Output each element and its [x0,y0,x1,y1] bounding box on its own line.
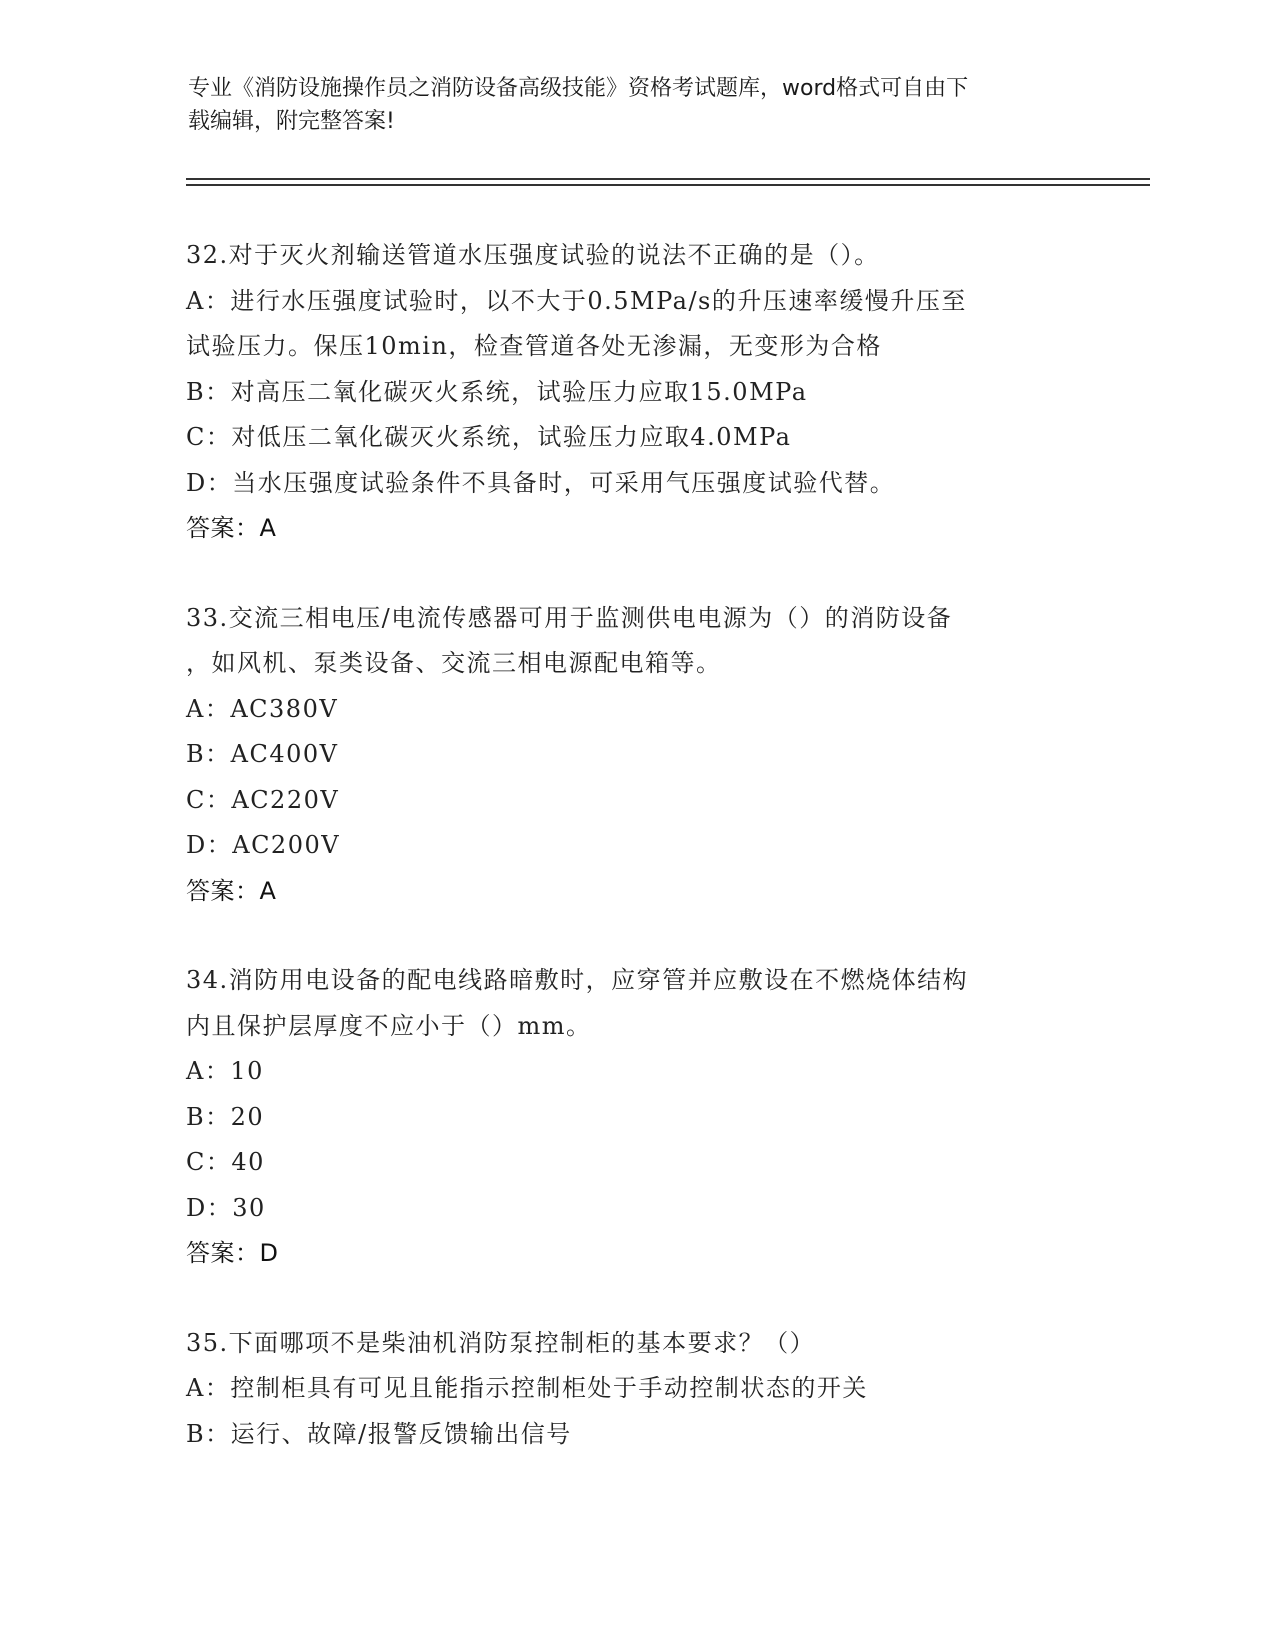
answer-option: B：AC400V [186,740,339,768]
header-divider-top [186,178,1150,180]
document-header [188,72,1088,138]
question-stem: 35.下面哪项不是柴油机消防泵控制柜的基本要求？（） [186,1328,816,1357]
answer-key: 答案：A [186,876,277,905]
header-divider-bottom [186,184,1150,186]
answer-option: A：10 [186,1057,264,1085]
question-stem: ，如风机、泵类设备、交流三相电源配电箱等。 [186,649,722,677]
question-stem: 32.对于灭火剂输送管道水压强度试验的说法不正确的是（）。 [186,241,880,269]
question-block [186,958,1086,1277]
header-line-1: 专业《消防设施操作员之消防设备高级技能》资格考试题库，word格式可自由下 [188,76,969,101]
answer-option: A：AC380V [186,694,339,723]
answer-option: C：40 [186,1148,265,1176]
answer-option: A：进行水压强度试验时，以不大于0.5MPa/s的升压速率缓慢升压至 [186,286,967,315]
question-stem: 34.消防用电设备的配电线路暗敷时，应穿管并应敷设在不燃烧体结构 [186,966,969,994]
answer-option: 试验压力。保压10min，检查管道各处无渗漏，无变形为合格 [186,332,882,360]
answer-option: C：AC220V [186,785,340,814]
header-line-2: 载编辑，附完整答案! [188,109,395,134]
answer-option: B：20 [186,1102,265,1131]
answer-option: D：AC200V [186,831,341,859]
answer-key: 答案：D [186,1239,279,1267]
question-block [186,1321,1086,1458]
question-block [186,233,1086,552]
answer-option: B：对高压二氧化碳灭火系统，试验压力应取15.0MPa [186,377,808,406]
answer-key: 答案：A [186,514,277,542]
question-block [186,596,1086,915]
answer-option: C：对低压二氧化碳灭火系统，试验压力应取4.0MPa [186,423,792,451]
question-stem: 33.交流三相电压/电流传感器可用于监测供电电源为（）的消防设备 [186,603,953,632]
question-list [186,233,1086,1501]
answer-option: A：控制柜具有可见且能指示控制柜处于手动控制状态的开关 [186,1374,868,1402]
answer-option: D：当水压强度试验条件不具备时，可采用气压强度试验代替。 [186,468,896,497]
answer-option: D：30 [186,1193,266,1222]
question-stem: 内且保护层厚度不应小于（）mm。 [186,1011,592,1040]
answer-option: B：运行、故障/报警反馈输出信号 [186,1419,572,1448]
